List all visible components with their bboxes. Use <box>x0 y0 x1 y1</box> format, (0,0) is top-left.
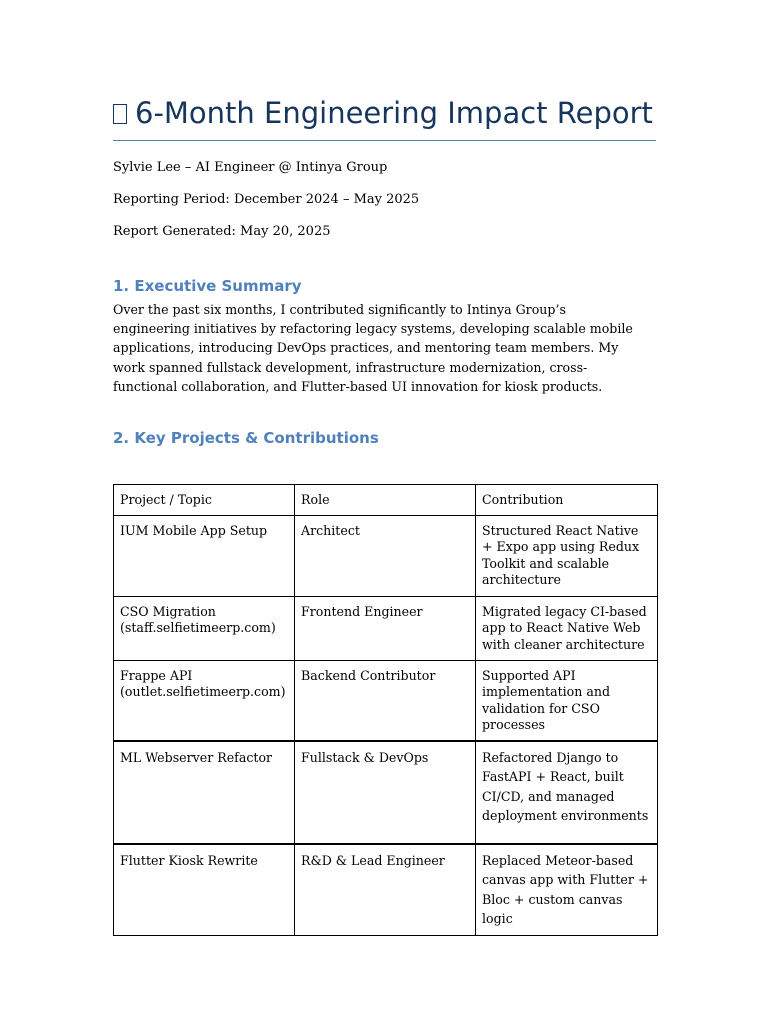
executive-summary-heading: 1. Executive Summary <box>113 277 302 295</box>
table-cell: Backend Contributor <box>295 661 476 741</box>
table-cell: Migrated legacy CI-based app to React Native Web with cleaner architecture <box>476 597 658 661</box>
table-cell: IUM Mobile App Setup <box>114 516 295 597</box>
table-header-row <box>114 485 658 516</box>
table-cell: Replaced Meteor-based canvas app with Flutter + Bloc + custom canvas logic <box>476 844 658 936</box>
table-cell: R&D & Lead Engineer <box>295 844 476 936</box>
table-cell: Frontend Engineer <box>295 597 476 661</box>
author-line: Sylvie Lee – AI Engineer @ Intinya Group <box>113 160 388 175</box>
table-header-cell: Role <box>295 485 476 516</box>
key-projects-heading: 2. Key Projects & Contributions <box>113 429 379 447</box>
table-cell: Refactored Django to FastAPI + React, built CI/CD, and managed deployment environments <box>476 741 658 844</box>
table-cell: Flutter Kiosk Rewrite <box>114 844 295 936</box>
table-row <box>114 597 658 661</box>
table-row <box>114 844 658 936</box>
executive-summary-body: Over the past six months, I contributed significantly to Intinya Group’s engineering initiatives by refactoring legacy systems, developing scalable mobile applications, introducing DevOps practices, and mentoring team members. My work spanned fullstack development, infrastructure modernization, cross-functional collaboration, and Flutter-based UI innovation for kiosk products. <box>113 302 633 394</box>
table-cell: ML Webserver Refactor <box>114 741 295 844</box>
table-row <box>114 516 658 597</box>
report-title <box>113 94 656 141</box>
table-row <box>114 741 658 844</box>
report-title-text: 6-Month Engineering Impact Report <box>135 96 653 130</box>
table-cell: Architect <box>295 516 476 597</box>
document-icon <box>113 104 127 124</box>
table-cell: Frappe API (outlet.selfietimeerp.com) <box>114 661 295 741</box>
report-generated-date: Report Generated: May 20, 2025 <box>113 224 331 239</box>
table-cell: Fullstack & DevOps <box>295 741 476 844</box>
table-header-cell: Contribution <box>476 485 658 516</box>
table-cell: Structured React Native + Expo app using Redux Toolkit and scalable architecture <box>476 516 658 597</box>
table-cell: CSO Migration (staff.selfietimeerp.com) <box>114 597 295 661</box>
projects-table <box>113 484 658 936</box>
table-row <box>114 661 658 741</box>
table-header-cell: Project / Topic <box>114 485 295 516</box>
reporting-period: Reporting Period: December 2024 – May 2025 <box>113 192 420 207</box>
table-cell: Supported API implementation and validation for CSO processes <box>476 661 658 741</box>
